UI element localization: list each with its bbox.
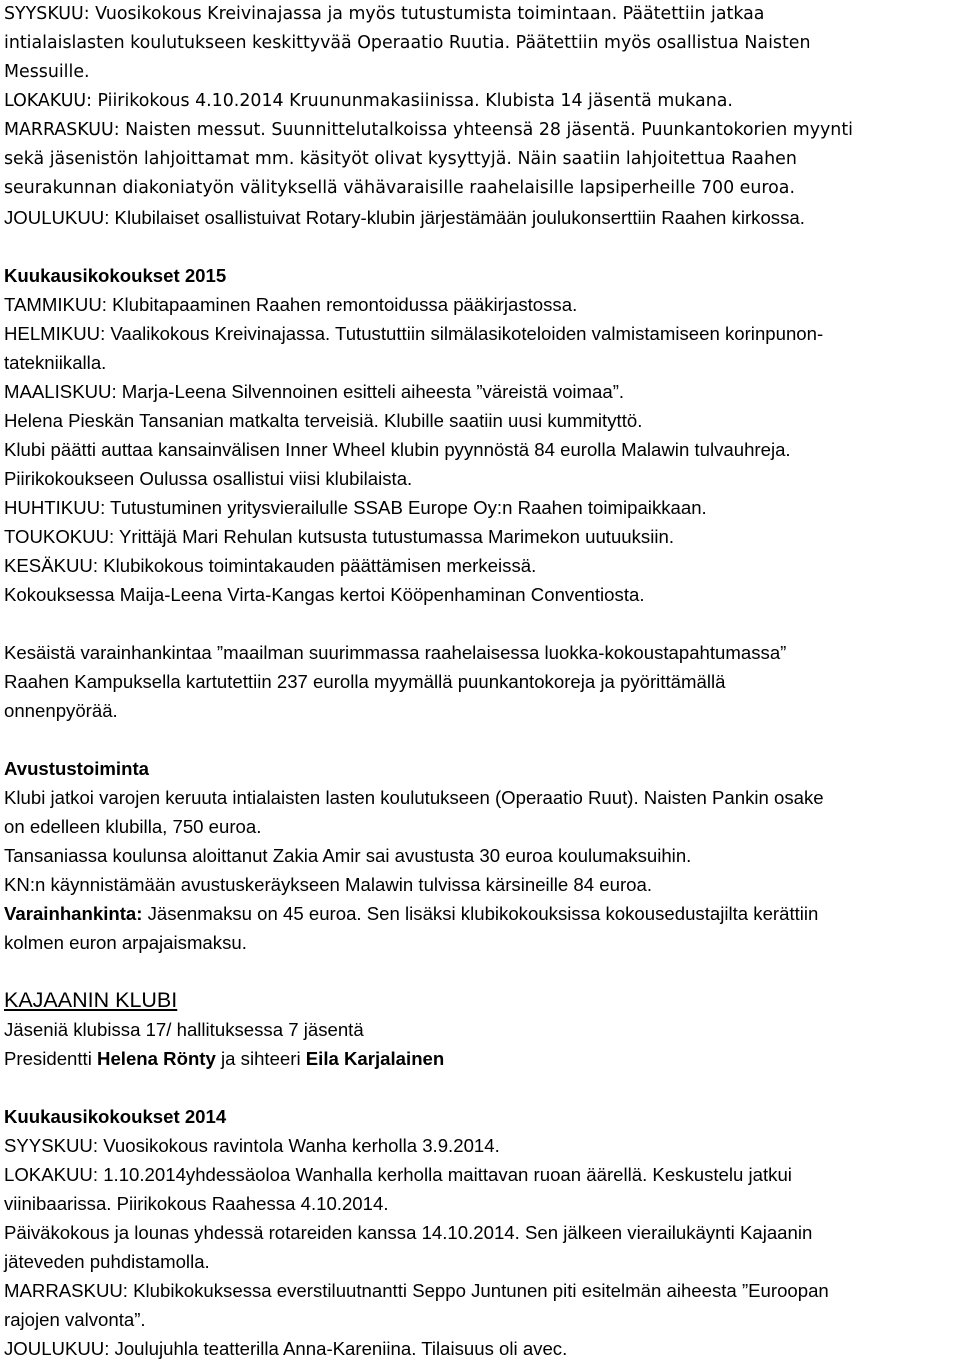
pres-prefix: Presidentti (4, 1048, 98, 1069)
text-line: rajojen valvonta”. (4, 1309, 146, 1330)
secretary-name: Eila Karjalainen (305, 1048, 445, 1069)
text-line: LOKAKUU: Piirikokous 4.10.2014 Kruununmakasiinissa. Klubista 14 jäsentä mukana. (4, 91, 733, 111)
text-line: HUHTIKUU: Tutustuminen yritysvierailulle SSAB Europe Oy:n Raahen toimipaikkaan. (4, 497, 707, 518)
section-heading: Avustustoiminta (4, 758, 149, 779)
text-line: intialaislasten koulutukseen keskittyvää Operaatio Ruutia. Päätettiin myös osallistua Naisten (4, 33, 811, 53)
spacer (4, 725, 956, 754)
text-line: seurakunnan diakoniatyön välityksellä vähävaraisille raahelaisille lapsiperheille 700 euroa. (4, 178, 795, 198)
pres-mid: ja sihteeri (215, 1048, 306, 1069)
text-line: SYYSKUU: Vuosikokous Kreivinajassa ja myös tutustumista toimintaan. Päätettiin jatkaa (4, 4, 765, 24)
text-line: SYYSKUU: Vuosikokous ravintola Wanha kerholla 3.9.2014. (4, 1135, 500, 1156)
officers-line (4, 1044, 956, 1073)
text-line: KN:n käynnistämään avustuskeräykseen Malawin tulvissa kärsineille 84 euroa. (4, 874, 653, 895)
text-line: tatekniikalla. (4, 352, 107, 373)
text-line: Kokouksessa Maija-Leena Virta-Kangas kertoi Kööpenhaminan Conventiosta. (4, 584, 645, 605)
spacer (4, 957, 956, 986)
club-heading: KAJAANIN KLUBI (4, 988, 178, 1012)
text-line: Kesäistä varainhankintaa ”maailman suurimmassa raahelaisessa luokka-kokoustapahtumassa” (4, 642, 787, 663)
summer-section (4, 638, 956, 725)
text-line: KESÄKUU: Klubikokous toimintakauden päättämisen merkeissä. (4, 555, 537, 576)
spacer (4, 609, 956, 638)
text-line: jäteveden puhdistamolla. (4, 1251, 210, 1272)
text-line: Raahen Kampuksella kartutettiin 237 eurolla myymällä puunkantokoreja ja pyörittämällä (4, 671, 726, 692)
meetings-2015-section (4, 261, 956, 609)
text-line: Helena Pieskän Tansanian matkalta terveisiä. Klubille saatiin uusi kummityttö. (4, 410, 643, 431)
text-line: viinibaarissa. Piirikokous Raahessa 4.10.2014. (4, 1193, 389, 1214)
intro-section (4, 0, 956, 232)
spacer (4, 1073, 956, 1102)
fundraising-label: Varainhankinta: (4, 903, 143, 924)
fundraising-text: Jäsenmaksu on 45 euroa. Sen lisäksi klubikokouksissa kokousedustajilta kerättiin (142, 903, 819, 924)
text-line: kolmen euron arpajaismaksu. (4, 932, 247, 953)
text-line: JOULUKUU: Joulujuhla teatterilla Anna-Kareniina. Tilaisuus oli avec. (4, 1338, 568, 1359)
text-line: HELMIKUU: Vaalikokous Kreivinajassa. Tutustuttiin silmälasikoteloiden valmistamiseen korinpunon- (4, 323, 824, 344)
fundraising-line (4, 899, 956, 928)
members-line: Jäseniä klubissa 17/ hallituksessa 7 jäsentä (4, 1019, 364, 1040)
text-line: on edelleen klubilla, 750 euroa. (4, 816, 262, 837)
text-line: LOKAKUU: 1.10.2014yhdessäoloa Wanhalla kerholla maittavan ruoan äärellä. Keskustelu jatkui (4, 1164, 792, 1185)
text-line: Päiväkokous ja lounas yhdessä rotareiden kanssa 14.10.2014. Sen jälkeen vierailukäynti Kajaanin (4, 1222, 813, 1243)
text-line: Klubi päätti auttaa kansainvälisen Inner Wheel klubin pyynnöstä 84 eurolla Malawin tulvauhreja. (4, 439, 791, 460)
text-line: MARRASKUU: Naisten messut. Suunnittelutalkoissa yhteensä 28 jäsentä. Puunkantokorien myynti (4, 120, 853, 140)
spacer (4, 232, 956, 261)
section-heading: Kuukausikokoukset 2015 (4, 265, 227, 286)
kajaani-section (4, 986, 956, 1073)
document-page (4, 0, 956, 1363)
text-line: JOULUKUU: Klubilaiset osallistuivat Rotary-klubin järjestämään joulukonserttiin Raahen kirkossa. (4, 207, 805, 228)
meetings-2014-section (4, 1102, 956, 1363)
text-line: Messuille. (4, 62, 90, 82)
aid-section (4, 754, 956, 957)
text-line: MARRASKUU: Klubikokuksessa everstiluutnantti Seppo Juntunen piti esitelmän aiheesta ”Euroopan (4, 1280, 829, 1301)
text-line: sekä jäsenistön lahjoittamat mm. käsityöt olivat kysyttyjä. Näin saatiin lahjoitettua Raahen (4, 149, 797, 169)
text-line: Piirikokoukseen Oulussa osallistui viisi klubilaista. (4, 468, 413, 489)
section-heading: Kuukausikokoukset 2014 (4, 1106, 227, 1127)
text-line: TAMMIKUU: Klubitapaaminen Raahen remontoidussa pääkirjastossa. (4, 294, 578, 315)
text-line: MAALISKUU: Marja-Leena Silvennoinen esitteli aiheesta ”väreistä voimaa”. (4, 381, 625, 402)
text-line: Klubi jatkoi varojen keruuta intialaisten lasten koulutukseen (Operaatio Ruut). Naisten Pankin osake (4, 787, 824, 808)
text-line: onnenpyörää. (4, 700, 118, 721)
text-line: TOUKOKUU: Yrittäjä Mari Rehulan kutsusta tutustumassa Marimekon uutuuksiin. (4, 526, 674, 547)
president-name: Helena Rönty (97, 1048, 216, 1069)
text-line: Tansaniassa koulunsa aloittanut Zakia Amir sai avustusta 30 euroa koulumaksuihin. (4, 845, 692, 866)
